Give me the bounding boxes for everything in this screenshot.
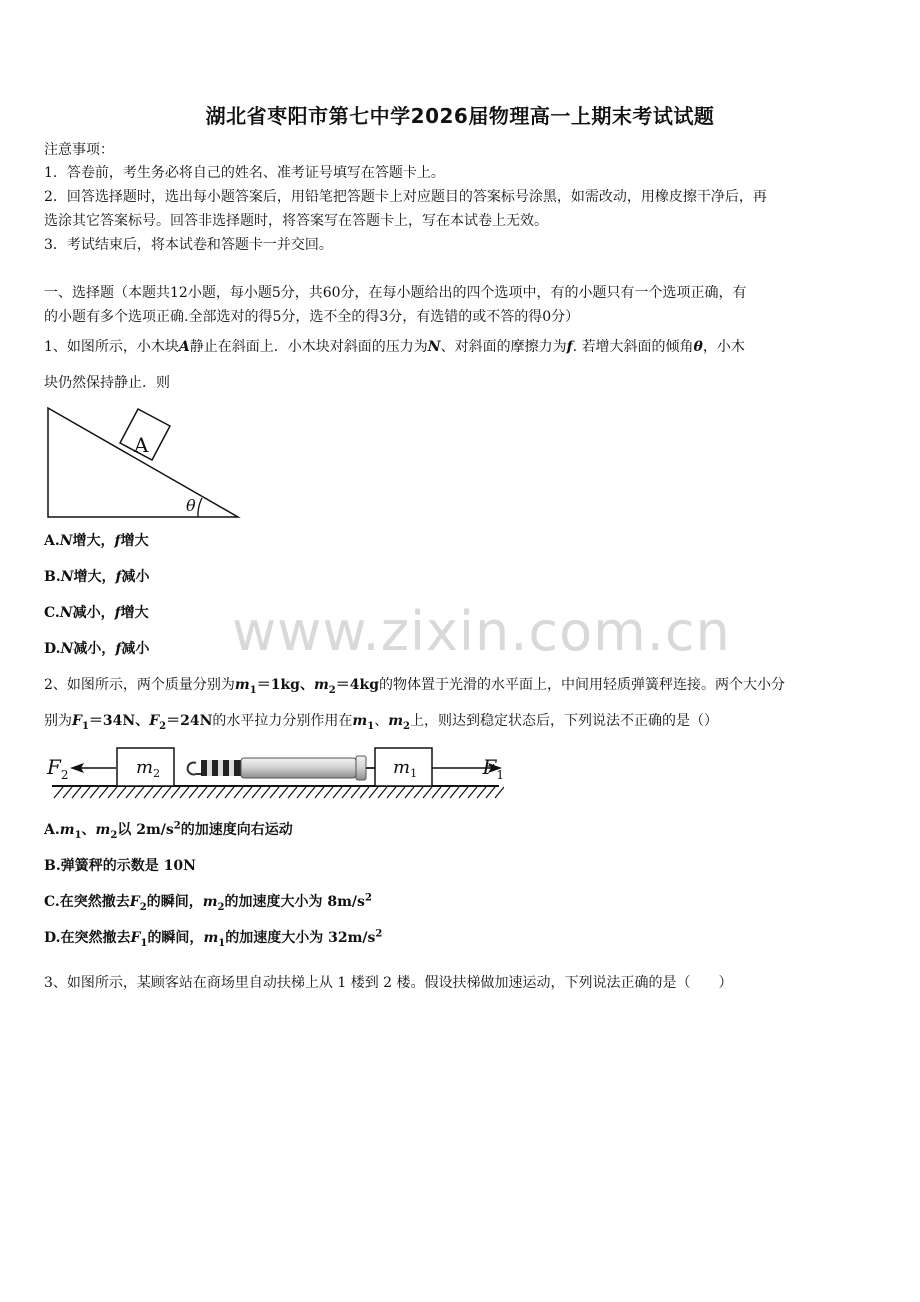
angle-theta-label: θ bbox=[186, 496, 196, 515]
q3-stem: 3、如图所示，某顾客站在商场里自动扶梯上从 1 楼到 2 楼。假设扶梯做加速运动，下列说法正确的是（ ） bbox=[44, 975, 733, 991]
hatch-mark bbox=[477, 787, 486, 798]
q1-text-1: 1、如图所示，小木块 bbox=[44, 339, 179, 355]
page-title: 湖北省枣阳市第七中学2026届物理高一上期末考试试题 bbox=[205, 104, 715, 128]
spring-scale-figure bbox=[44, 742, 504, 802]
hatch-mark bbox=[162, 787, 171, 798]
notice-heading: 注意事项： bbox=[44, 142, 114, 158]
q1-var-theta: θ bbox=[693, 339, 703, 355]
hatch-mark bbox=[369, 787, 378, 798]
hatch-mark bbox=[90, 787, 99, 798]
hatch-mark bbox=[243, 787, 252, 798]
hatch-mark bbox=[378, 787, 387, 798]
hatch-mark bbox=[270, 787, 279, 798]
notice-item-2: 2．回答选择题时，选出每小题答案后，用铅笔把答题卡上对应题目的答案标号涂黑，如需改动，用橡皮擦干净后，再 bbox=[44, 189, 767, 205]
hatch-mark bbox=[450, 787, 459, 798]
hatch-mark bbox=[81, 787, 90, 798]
q1-text-3: 、对斜面的摩擦力为 bbox=[440, 339, 567, 355]
q2-option-c: C.在突然撤去$F_2$的瞬间，$m_2$的加速度大小为 $8m/s^2$ bbox=[44, 892, 372, 913]
angle-arc bbox=[198, 498, 202, 517]
hatch-mark bbox=[315, 787, 324, 798]
scale-grip-stripe bbox=[218, 760, 223, 776]
q2-option-d: D.在突然撤去$F_1$的瞬间，$m_1$的加速度大小为 $32m/s^2$ bbox=[44, 928, 383, 949]
hatch-mark bbox=[279, 787, 288, 798]
notice-item-2-cont: 选涂其它答案标号。回答非选择题时，将答案写在答题卡上，写在本试卷上无效。 bbox=[44, 213, 548, 229]
q2-option-a: $A.m_1$、$m_2$以 $2m/s^2$的加速度向右运动 bbox=[44, 820, 293, 841]
q1-var-f: f bbox=[566, 339, 573, 355]
hatch-mark bbox=[252, 787, 261, 798]
hatch-mark bbox=[54, 787, 63, 798]
hatch-mark bbox=[171, 787, 180, 798]
f1-label: $F_1$ bbox=[482, 755, 504, 782]
q1-text-5: ，小木 bbox=[702, 339, 745, 355]
q1-var-a: A bbox=[178, 339, 190, 355]
hatch-mark bbox=[396, 787, 405, 798]
f2-label: $F_2$ bbox=[47, 755, 69, 782]
q1-stem-cont: 块仍然保持静止．则 bbox=[44, 375, 170, 391]
m1-label: $m_1$ bbox=[393, 757, 418, 780]
hatch-mark bbox=[225, 787, 234, 798]
hatch-mark bbox=[351, 787, 360, 798]
hatch-mark bbox=[198, 787, 207, 798]
q2-stem: 2、如图所示，两个质量分别为$m_1=1kg$、$m_2=4kg$的物体置于光滑的水平面上，中间用轻质弹簧秤连接。两个大小分 bbox=[44, 677, 785, 696]
hatch-mark bbox=[189, 787, 198, 798]
hatch-mark bbox=[342, 787, 351, 798]
hatch-mark bbox=[387, 787, 396, 798]
watermark: www.zixin.com.cn bbox=[232, 600, 731, 663]
hatch-mark bbox=[135, 787, 144, 798]
hatch-mark bbox=[441, 787, 450, 798]
block-a-label: A bbox=[134, 433, 149, 457]
section1-intro-1: 一、选择题（本题共12小题，每小题5分，共60分，在每小题给出的四个选项中，有的小题只有一个选项正确，有 bbox=[44, 285, 747, 301]
hatch-mark bbox=[153, 787, 162, 798]
hatch-mark bbox=[126, 787, 135, 798]
hatch-mark bbox=[468, 787, 477, 798]
hatch-mark bbox=[306, 787, 315, 798]
hatch-mark bbox=[180, 787, 189, 798]
incline-figure bbox=[40, 400, 250, 525]
hatch-mark bbox=[234, 787, 243, 798]
scale-grip-stripe bbox=[229, 760, 234, 776]
section1-intro-2: 的小题有多个选项正确.全部选对的得5分，选不全的得3分，有选错的或不答的得0分） bbox=[44, 309, 580, 325]
hatch-mark bbox=[144, 787, 153, 798]
hatch-mark bbox=[117, 787, 126, 798]
notice-item-3: 3．考试结束后，将本试卷和答题卡一并交回。 bbox=[44, 237, 333, 253]
ground-hatch bbox=[54, 787, 504, 798]
q1-text-2: 静止在斜面上．小木块对斜面的压力为 bbox=[189, 339, 428, 355]
hatch-mark bbox=[486, 787, 495, 798]
q1-text-4: . 若增大斜面的倾角 bbox=[572, 339, 694, 355]
q1-option-c: C.N减小，f增大 bbox=[44, 605, 149, 621]
hatch-mark bbox=[414, 787, 423, 798]
q1-option-a: A.N增大，f增大 bbox=[44, 533, 149, 549]
hatch-mark bbox=[288, 787, 297, 798]
hatch-mark bbox=[432, 787, 441, 798]
hatch-mark bbox=[297, 787, 306, 798]
scale-hook bbox=[188, 763, 201, 775]
q1-stem bbox=[44, 337, 880, 357]
hatch-mark bbox=[99, 787, 108, 798]
hatch-mark bbox=[63, 787, 72, 798]
scale-tube bbox=[241, 758, 356, 778]
q1-var-n: N bbox=[427, 339, 441, 355]
hatch-mark bbox=[333, 787, 342, 798]
q2-stem-cont: 别为$F_1=34N$、$F_2=24N$的水平拉力分别作用在$m_1$、$m_2$上，则达到稳定状态后，下列说法不正确的是（） bbox=[44, 713, 718, 732]
m2-label: $m_2$ bbox=[136, 757, 161, 780]
hatch-mark bbox=[423, 787, 432, 798]
hatch-mark bbox=[108, 787, 117, 798]
hatch-mark bbox=[405, 787, 414, 798]
hatch-mark bbox=[261, 787, 270, 798]
hatch-mark bbox=[324, 787, 333, 798]
hatch-mark bbox=[495, 787, 504, 798]
q1-option-b: B.N增大，f减小 bbox=[44, 569, 150, 585]
hatch-mark bbox=[216, 787, 225, 798]
hatch-mark bbox=[459, 787, 468, 798]
scale-grip-stripe bbox=[207, 760, 212, 776]
hatch-mark bbox=[360, 787, 369, 798]
hatch-mark bbox=[72, 787, 81, 798]
q1-option-d: D.N减小，f减小 bbox=[44, 641, 150, 657]
hatch-mark bbox=[207, 787, 216, 798]
notice-item-1: 1．答卷前，考生务必将自己的姓名、准考证号填写在答题卡上。 bbox=[44, 165, 445, 181]
scale-cap bbox=[356, 756, 366, 780]
q2-option-b: B.弹簧秤的示数是 10N bbox=[44, 858, 196, 874]
